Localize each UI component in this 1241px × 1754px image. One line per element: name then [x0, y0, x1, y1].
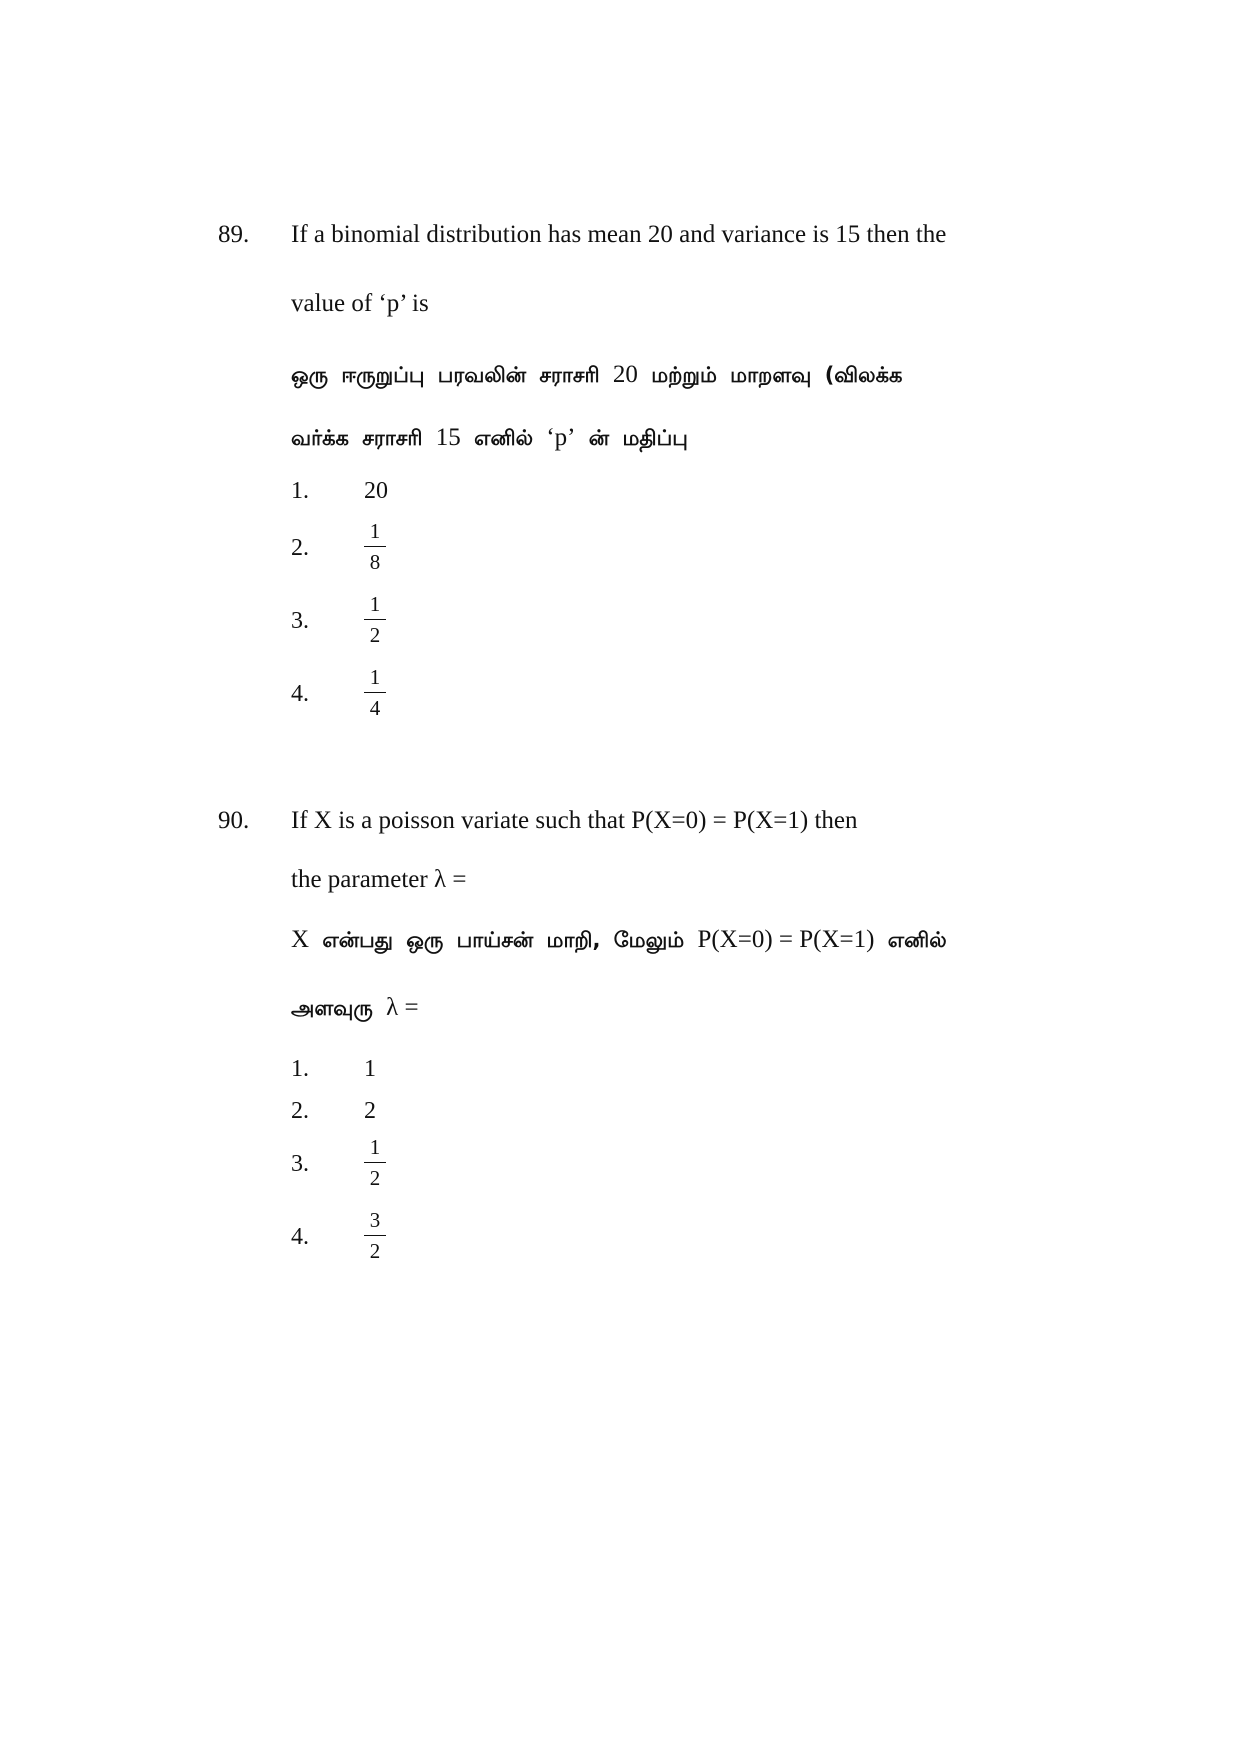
fraction-denominator: 2: [369, 1166, 381, 1190]
tamil-text: மற்றும் மாறளவு (விலக்க: [651, 363, 903, 387]
option-fraction: [364, 518, 386, 575]
option-4: [0, 664, 600, 724]
option-number: 3.: [291, 1151, 309, 1177]
fraction-bar: [364, 692, 386, 693]
option-number: 1.: [291, 1056, 309, 1082]
tamil-number: 15: [435, 424, 461, 451]
option-fraction: [364, 664, 386, 721]
option-number: 2.: [291, 535, 309, 561]
tamil-text: அளவுரு: [291, 996, 373, 1020]
tamil-text: என்பது ஒரு பாய்சன் மாறி, மேலும்: [322, 928, 685, 952]
fraction-denominator: 4: [369, 696, 381, 720]
option-2: [0, 518, 600, 578]
option-number: 4.: [291, 681, 309, 707]
question-tamil-line: [291, 360, 902, 390]
option-value: 20: [364, 478, 388, 504]
fraction-numerator: 1: [369, 519, 381, 543]
option-fraction: [364, 1207, 386, 1264]
fraction-denominator: 2: [369, 623, 381, 647]
tamil-text: ஒரு ஈருறுப்பு பரவலின் சராசரி: [291, 363, 600, 387]
question-number: 90.: [218, 807, 250, 834]
option-number: 2.: [291, 1098, 309, 1124]
option-3: [0, 591, 600, 651]
question-english-line: the parameter λ =: [291, 866, 467, 893]
option-3: [0, 1134, 600, 1194]
tamil-variable: ‘p’: [546, 424, 576, 451]
question-tamil-line: [291, 993, 419, 1023]
question-tamil-line: [291, 423, 688, 453]
fraction-numerator: 1: [369, 1135, 381, 1159]
option-number: 3.: [291, 608, 309, 634]
option-number: 4.: [291, 1224, 309, 1250]
option-fraction: [364, 591, 386, 648]
tamil-number: 20: [612, 361, 638, 388]
tamil-equation: P(X=0) = P(X=1): [697, 926, 875, 953]
fraction-numerator: 1: [369, 665, 381, 689]
question-tamil-line: [291, 925, 947, 955]
question-english-line: If a binomial distribution has mean 20 and variance is 15 then the: [291, 221, 947, 248]
tamil-text: வர்க்க சராசரி: [291, 426, 423, 450]
option-fraction: [364, 1134, 386, 1191]
tamil-text: எனில்: [474, 426, 534, 450]
question-english-line: If X is a poisson variate such that P(X=0) = P(X=1) then: [291, 807, 858, 834]
fraction-bar: [364, 1235, 386, 1236]
fraction-numerator: 1: [369, 592, 381, 616]
fraction-denominator: 2: [369, 1239, 381, 1263]
tamil-text: எனில்: [887, 928, 947, 952]
option-4: [0, 1207, 600, 1267]
question-number: 89.: [218, 221, 250, 248]
tamil-symbol: λ =: [386, 994, 419, 1021]
fraction-denominator: 8: [369, 550, 381, 574]
fraction-bar: [364, 1162, 386, 1163]
option-value: 2: [364, 1098, 376, 1124]
option-number: 1.: [291, 478, 309, 504]
option-value: 1: [364, 1056, 376, 1082]
fraction-bar: [364, 619, 386, 620]
question-english-line: value of ‘p’ is: [291, 290, 429, 317]
fraction-numerator: 3: [369, 1208, 381, 1232]
tamil-text: ன் மதிப்பு: [588, 426, 688, 450]
fraction-bar: [364, 546, 386, 547]
tamil-variable: X: [291, 926, 310, 953]
